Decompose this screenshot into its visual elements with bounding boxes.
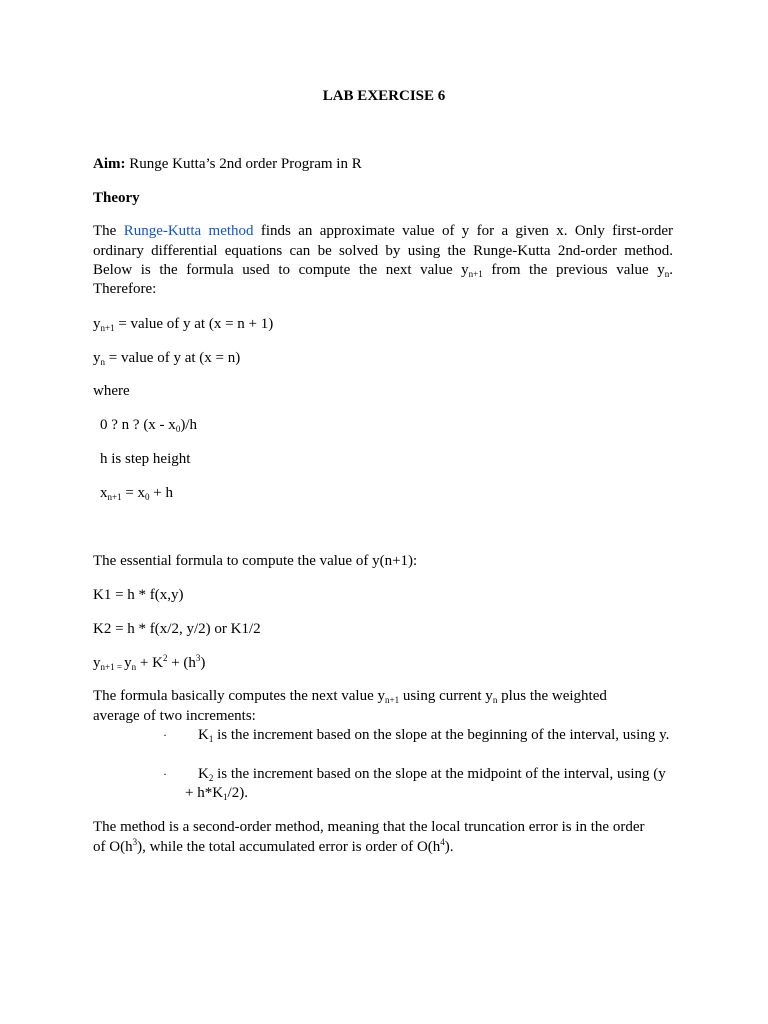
theory-text: The — [93, 223, 124, 239]
aim-line — [93, 155, 673, 174]
bullet-text: /2). — [227, 785, 248, 801]
cond-text: x — [100, 485, 108, 501]
def-text: y — [93, 316, 101, 332]
theory-text: from the previous value y — [482, 262, 665, 278]
cond-text: )/h — [180, 417, 197, 433]
formula-text: ) — [200, 655, 206, 671]
k2-formula: K2 = h * f(x/2, y/2) or K1/2 — [93, 621, 261, 637]
theory-line-3 — [93, 261, 673, 280]
subscript: n+1 = — [100, 662, 125, 672]
page-title: LAB EXERCISE 6 — [322, 88, 446, 104]
cond-text: = x — [121, 485, 146, 501]
formula-text: y — [124, 655, 132, 671]
bullet-dot: · — [163, 728, 167, 742]
subscript: n+1 — [385, 695, 400, 705]
definition-yn1 — [93, 315, 673, 334]
theory-line-1 — [93, 222, 673, 241]
subscript: n — [131, 662, 137, 672]
method-text: ). — [444, 839, 454, 855]
superscript: 2 — [162, 653, 168, 663]
bullet-text: is the increment based on the slope at the beginning of the interval, using y. — [213, 727, 670, 743]
bullet-text: K — [198, 766, 209, 782]
bullet-k2 — [185, 765, 675, 803]
condition-range — [100, 416, 680, 435]
formula-text: y — [93, 655, 101, 671]
def-text: = value of y at (x = n + 1) — [114, 316, 274, 332]
def-text: y — [93, 350, 101, 366]
basic-text: plus the weighted — [497, 688, 607, 704]
bullet-text: is the increment based on the slope at the midpoint of the interval, using (y + h*K — [185, 766, 666, 801]
subscript: 0 — [145, 492, 150, 502]
method-line-1: The method is a second-order method, meaning that the local truncation error is in the order — [93, 819, 645, 835]
method-text: of O(h — [93, 839, 133, 855]
subscript: 2 — [208, 773, 214, 783]
subscript: 1 — [208, 734, 214, 744]
k1-formula: K1 = h * f(x,y) — [93, 587, 184, 603]
superscript: 3 — [195, 653, 201, 663]
subscript: n+1 — [100, 323, 115, 333]
bullet-text: K — [198, 727, 209, 743]
theory-line-2: ordinary differential equations can be solved by using the Runge-Kutta 2nd-order method. — [93, 243, 673, 259]
subscript: n — [100, 357, 105, 367]
theory-heading: Theory — [93, 190, 140, 206]
essential-formula-intro: The essential formula to compute the value of y(n+1): — [93, 553, 418, 569]
method-line-2 — [93, 838, 673, 857]
subscript: 0 — [175, 424, 181, 434]
method-text: ), while the total accumulated error is order of O(h — [137, 839, 441, 855]
superscript: 3 — [132, 837, 138, 847]
theory-text: . — [669, 262, 673, 278]
theory-text: finds an approximate value of y for a given x. Only first-order — [253, 223, 673, 239]
where-label: where — [93, 383, 130, 399]
subscript: 1 — [223, 792, 228, 802]
rk2-formula — [93, 654, 673, 673]
aim-label: Aim: — [93, 156, 126, 172]
theory-text: Below is the formula used to compute the next value y — [93, 262, 469, 278]
condition-step: h is step height — [100, 451, 191, 467]
basic-line-2: average of two increments: — [93, 708, 256, 724]
superscript: 4 — [440, 837, 445, 847]
subscript: n+1 — [468, 269, 483, 279]
basic-line-1 — [93, 687, 673, 706]
formula-text: + K — [136, 655, 163, 671]
basic-text: The formula basically computes the next value y — [93, 688, 385, 704]
theory-line-4: Therefore: — [93, 281, 157, 297]
runge-kutta-link[interactable]: Runge-Kutta method — [123, 223, 254, 239]
bullet-dot: · — [163, 767, 167, 781]
cond-text: 0 ? n ? (x - x — [100, 417, 176, 433]
cond-text: + h — [149, 485, 174, 501]
subscript: n+1 — [107, 492, 122, 502]
condition-xn1 — [100, 484, 680, 503]
bullet-k1 — [185, 726, 675, 745]
subscript: n — [664, 269, 670, 279]
def-text: = value of y at (x = n) — [105, 350, 241, 366]
basic-text: using current y — [399, 688, 493, 704]
definition-yn — [93, 349, 673, 368]
formula-text: + (h — [167, 655, 196, 671]
subscript: n — [492, 695, 498, 705]
aim-text: Runge Kutta’s 2nd order Program in R — [125, 156, 362, 172]
